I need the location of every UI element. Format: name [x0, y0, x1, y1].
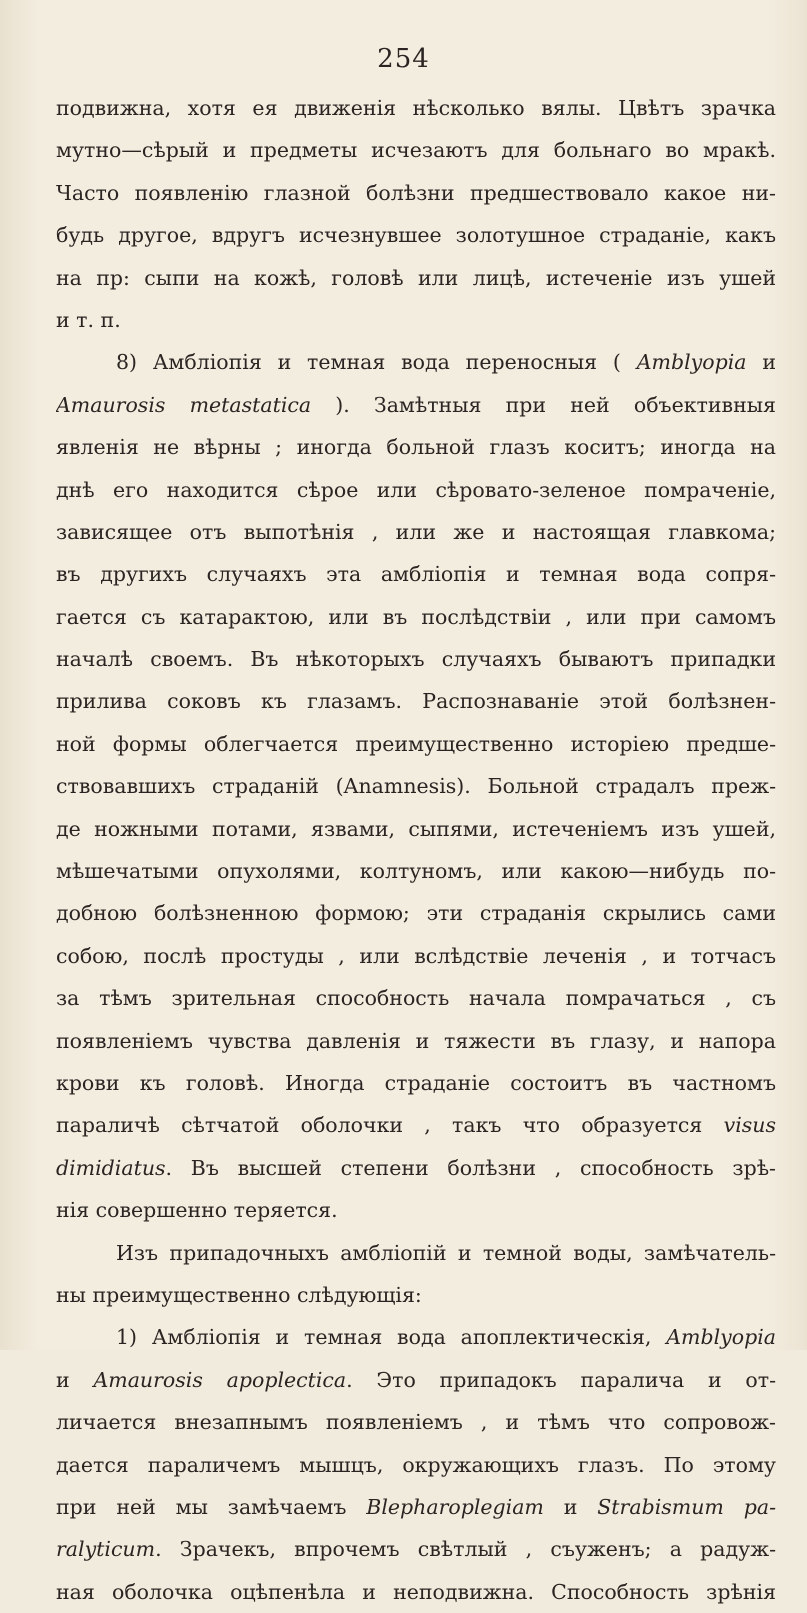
- text-segment: будь другое, вдругъ исчезнувшее золотушное страданіе, какъ: [56, 223, 776, 248]
- text-line: [56, 935, 776, 977]
- text-segment: личается внезапнымъ появленіемъ , и тѣмъ что сопровож-: [56, 1410, 776, 1435]
- text-segment: за тѣмъ зрительная способность начала помрачаться , съ: [56, 986, 776, 1011]
- text-segment: 8) Амбліопія и темная вода переносныя (: [116, 350, 637, 375]
- text-segment: явленія не вѣрны ; иногда больной глазъ коситъ; иногда на: [56, 435, 776, 460]
- text-line: [56, 850, 776, 892]
- text-line: [56, 892, 776, 934]
- page-text-body: [56, 87, 776, 1613]
- text-segment: ной формы облегчается преимущественно исторіею предше-: [56, 731, 776, 756]
- text-segment: появленіемъ чувства давленія и тяжести въ глазу, и напора: [56, 1028, 776, 1053]
- text-line: [56, 808, 776, 850]
- text-line: [56, 638, 776, 680]
- text-line: [56, 1486, 776, 1528]
- text-line: [56, 1316, 776, 1358]
- text-segment: крови къ головѣ. Иногда страданіе состоитъ въ частномъ: [56, 1070, 776, 1095]
- text-line: [56, 172, 776, 214]
- text-line: [56, 426, 776, 468]
- text-segment: ). Замѣтныя при ней объективныя: [311, 392, 776, 417]
- text-line: [56, 1401, 776, 1443]
- text-line: [56, 1528, 776, 1570]
- text-line: [56, 596, 776, 638]
- text-segment: де ножными потами, язвами, сыпями, истеченіемъ изъ ушей,: [56, 816, 776, 841]
- text-segment: гается съ катарактою, или въ послѣдствіи , или при самомъ: [56, 604, 776, 629]
- text-line: [56, 469, 776, 511]
- text-segment: на пр: сыпи на кожѣ, головѣ или лицѣ, истеченіе изъ ушей: [56, 265, 776, 290]
- latin-term: dimidiatus: [56, 1155, 166, 1180]
- text-segment: Часто появленію глазной болѣзни предшествовало какое ни-: [56, 180, 776, 205]
- text-line: [56, 1232, 776, 1274]
- text-segment: днѣ его находится сѣрое или сѣровато-зеленое помраченіе,: [56, 477, 776, 502]
- text-segment: подвижна, хотя ея движенія нѣсколько вялы. Цвѣтъ зрачка: [56, 96, 776, 120]
- text-segment: мутно—сѣрый и предметы исчезаютъ для больнаго во мракѣ.: [56, 138, 776, 163]
- text-segment: параличѣ сѣтчатой оболочки , такъ что образуется: [56, 1113, 724, 1138]
- latin-term: Amblyopia: [666, 1325, 776, 1350]
- text-segment: ная оболочка оцѣпенѣла и неподвижна. Способность зрѣнія: [56, 1579, 776, 1604]
- page-number: 254: [377, 44, 430, 74]
- latin-term: visus: [723, 1113, 776, 1138]
- text-line: [56, 1062, 776, 1104]
- text-segment: . Въ высшей степени болѣзни , способность зрѣ-: [165, 1155, 776, 1180]
- latin-term: Strabismum pa-: [597, 1494, 776, 1519]
- text-segment: дается параличемъ мышцъ, окружающихъ глазъ. По этому: [56, 1452, 776, 1477]
- text-line: [56, 723, 776, 765]
- text-segment: и: [543, 1494, 598, 1519]
- text-line: [56, 299, 776, 341]
- text-segment: и: [746, 350, 776, 375]
- text-line: [56, 1147, 776, 1189]
- latin-term: Blepharoplegiam: [366, 1494, 544, 1519]
- text-line: [56, 87, 776, 129]
- latin-term: Amaurosis metastatica: [56, 392, 312, 417]
- text-segment: мѣшечатыми опухолями, колтуномъ, или какою—нибудь по-: [56, 859, 776, 884]
- text-segment: ны преимущественно слѣдующія:: [56, 1282, 422, 1307]
- latin-term: Amblyopia: [636, 350, 747, 375]
- text-line: [56, 129, 776, 171]
- text-line: [56, 553, 776, 595]
- text-segment: добною болѣзненною формою; эти страданія скрылись сами: [56, 901, 776, 926]
- text-segment: Изъ припадочныхъ амбліопій и темной воды, замѣчатель-: [116, 1240, 776, 1265]
- text-line: [56, 1274, 776, 1316]
- text-line: [56, 511, 776, 553]
- text-segment: въ другихъ случаяхъ эта амбліопія и темная вода сопря-: [56, 562, 776, 587]
- text-line: [56, 680, 776, 722]
- text-line: [56, 765, 776, 807]
- latin-term: ralyticum: [56, 1537, 156, 1562]
- text-segment: и т. п.: [56, 307, 121, 332]
- text-segment: нія совершенно теряется.: [56, 1198, 338, 1223]
- text-segment: началѣ своемъ. Въ нѣкоторыхъ случаяхъ бываютъ припадки: [56, 647, 776, 672]
- text-line: [56, 384, 776, 426]
- text-line: [56, 214, 776, 256]
- text-line: [56, 1104, 776, 1146]
- text-segment: и: [56, 1367, 94, 1392]
- text-line: [56, 1571, 776, 1613]
- latin-term: Amaurosis apoplectica: [93, 1367, 347, 1392]
- text-segment: . Это припадокъ паралича и от-: [346, 1367, 776, 1392]
- text-line: [56, 1189, 776, 1231]
- text-line: [56, 1444, 776, 1486]
- text-line: [56, 977, 776, 1019]
- text-segment: . Зрачекъ, впрочемъ свѣтлый , съуженъ; а радуж-: [155, 1537, 776, 1562]
- text-line: [56, 1359, 776, 1401]
- text-line: [56, 257, 776, 299]
- text-segment: при ней мы замѣчаемъ: [56, 1494, 367, 1519]
- text-line: [56, 341, 776, 383]
- text-segment: собою, послѣ простуды , или вслѣдствіе леченія , и тотчасъ: [56, 943, 776, 968]
- text-segment: прилива соковъ къ глазамъ. Распознаваніе этой болѣзнен-: [56, 689, 776, 714]
- text-segment: 1) Амбліопія и темная вода апоплектическія,: [116, 1325, 667, 1350]
- text-segment: зависящее отъ выпотѣнія , или же и настоящая главкома;: [56, 519, 776, 544]
- text-segment: ствовавшихъ страданій (Anamnesis). Больной страдалъ преж-: [56, 774, 776, 799]
- text-line: [56, 1020, 776, 1062]
